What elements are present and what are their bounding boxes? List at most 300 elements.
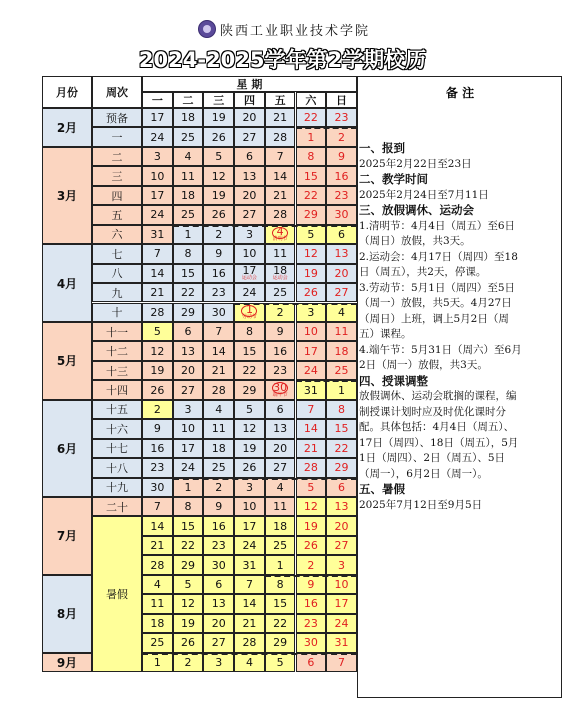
day-cell: [296, 361, 327, 380]
week-label: 二: [92, 147, 142, 166]
day-number: 21: [211, 364, 226, 378]
day-cell: [326, 244, 357, 263]
day-number: 7: [153, 500, 161, 514]
day-cell: [265, 186, 296, 205]
day-cell: [173, 458, 204, 477]
day-cell: [296, 653, 327, 672]
day-number: 20: [181, 364, 196, 378]
page-title: 2024-2025学年第2学期校历: [138, 48, 427, 72]
day-number: 23: [303, 616, 318, 630]
day-cell: [173, 264, 204, 283]
day-cell: [265, 575, 296, 594]
day-cell: [265, 283, 296, 302]
day-cell: [203, 225, 234, 244]
day-cell: [326, 653, 357, 672]
day-number: 1: [245, 302, 253, 316]
day-cell: [173, 478, 204, 497]
day-number: 3: [215, 655, 223, 669]
day-number: 21: [273, 189, 288, 203]
day-number: 11: [181, 169, 196, 183]
day-cell: [203, 205, 234, 224]
day-number: 25: [150, 636, 165, 650]
day-number: 15: [303, 169, 318, 183]
day-cell: [296, 186, 327, 205]
day-cell: [326, 283, 357, 302]
day-number: 2: [184, 655, 192, 669]
day-number: 7: [215, 325, 223, 339]
day-number: 23: [211, 539, 226, 553]
day-cell: [296, 439, 327, 458]
notes-line: 放假调休、运动会耽搁的课程，编制授课计划时应及时优化课时分配。具体包括：4月4日（周五）、17日（周四）、18日（周五），5月1日（周四）、2日（周五）、5日（周一），6月2日（周一）。: [359, 390, 519, 480]
day-number: 25: [334, 364, 349, 378]
day-number: 2: [215, 227, 223, 241]
day-number: 27: [334, 286, 349, 300]
day-cell: [296, 614, 327, 633]
day-number: 25: [181, 208, 196, 222]
day-number: 22: [303, 111, 318, 125]
day-number: 7: [153, 247, 161, 261]
day-number: 22: [273, 616, 288, 630]
day-cell: [234, 264, 265, 283]
day-number: 12: [303, 500, 318, 514]
day-cell: [296, 341, 327, 360]
day-number: 7: [307, 402, 315, 416]
day-number: 25: [273, 539, 288, 553]
day-cell: [173, 594, 204, 613]
day-number: 23: [334, 189, 349, 203]
day-cell: [234, 439, 265, 458]
day-cell: [265, 439, 296, 458]
day-cell: [142, 516, 173, 535]
day-cell: [142, 400, 173, 419]
day-number: 27: [242, 208, 257, 222]
day-number: 20: [334, 266, 349, 280]
day-cell: [296, 225, 327, 244]
day-number: 1: [338, 383, 346, 397]
day-number: 17: [181, 441, 196, 455]
day-number: 16: [150, 441, 165, 455]
day-number: 8: [338, 402, 346, 416]
day-cell: [173, 380, 204, 399]
week-label: 十六: [92, 419, 142, 438]
day-number: 29: [181, 558, 196, 572]
day-number: 11: [273, 247, 288, 261]
day-cell: [265, 244, 296, 263]
day-cell: [296, 303, 327, 322]
day-cell: [203, 633, 234, 652]
day-number: 10: [150, 169, 165, 183]
day-cell: [234, 419, 265, 438]
day-cell: [142, 439, 173, 458]
day-cell: [173, 419, 204, 438]
day-cell: [234, 127, 265, 146]
day-cell: [265, 478, 296, 497]
header-weekday-group: 星 期: [142, 76, 357, 92]
header-weekday: 六: [296, 92, 327, 108]
day-cell: [234, 225, 265, 244]
day-cell: [326, 516, 357, 535]
day-number: 14: [242, 597, 257, 611]
day-cell: [296, 244, 327, 263]
day-number: 23: [273, 364, 288, 378]
day-cell: [173, 400, 204, 419]
week-label: 一: [92, 127, 142, 146]
day-cell: [265, 147, 296, 166]
day-cell: [326, 575, 357, 594]
day-number: 1: [184, 227, 192, 241]
day-cell: [203, 594, 234, 613]
day-number: 16: [211, 519, 226, 533]
day-number: 17: [150, 111, 165, 125]
day-number: 15: [273, 597, 288, 611]
day-number: 8: [184, 247, 192, 261]
day-cell: [326, 380, 357, 399]
day-cell: [142, 186, 173, 205]
day-number: 9: [338, 150, 346, 164]
day-number: 18: [181, 189, 196, 203]
day-number: 27: [273, 461, 288, 475]
day-cell: [326, 400, 357, 419]
day-cell: [173, 516, 204, 535]
day-cell: [203, 166, 234, 185]
day-number: 10: [242, 500, 257, 514]
day-cell: [142, 361, 173, 380]
day-cell: [265, 341, 296, 360]
day-number: 25: [273, 286, 288, 300]
day-cell: [173, 205, 204, 224]
day-number: 25: [211, 461, 226, 475]
day-number: 5: [215, 150, 223, 164]
day-cell: [234, 341, 265, 360]
day-cell: [234, 400, 265, 419]
day-number: 1: [184, 480, 192, 494]
day-cell: [326, 555, 357, 574]
day-number: 19: [211, 111, 226, 125]
day-number: 14: [303, 422, 318, 436]
day-cell: [296, 283, 327, 302]
day-number: 12: [150, 344, 165, 358]
day-number: 31: [242, 558, 257, 572]
day-number: 4: [245, 655, 253, 669]
notes-line: 2025年2月24日至7月11日: [359, 188, 489, 201]
day-cell: [326, 633, 357, 652]
day-number: 2: [307, 558, 315, 572]
notes-line: 2.运动会：4月17日（周四）至18日（周五），共2天，停课。: [359, 250, 518, 278]
month-label: 9月: [42, 653, 92, 672]
day-cell: [265, 380, 296, 399]
day-cell: [296, 575, 327, 594]
day-number: 26: [303, 286, 318, 300]
day-number: 22: [334, 441, 349, 455]
day-number: 9: [215, 500, 223, 514]
day-cell: [265, 322, 296, 341]
day-number: 2: [215, 480, 223, 494]
day-number: 28: [242, 636, 257, 650]
day-cell: [173, 653, 204, 672]
day-cell: [142, 225, 173, 244]
day-cell: [326, 478, 357, 497]
day-number: 18: [181, 111, 196, 125]
day-cell: [173, 166, 204, 185]
day-cell: [326, 536, 357, 555]
header-month: 月份: [42, 76, 92, 108]
day-number: 26: [211, 130, 226, 144]
day-number: 16: [334, 169, 349, 183]
day-cell: [203, 419, 234, 438]
day-cell: [203, 283, 234, 302]
day-cell: [326, 225, 357, 244]
day-number: 21: [150, 539, 165, 553]
day-cell: [265, 166, 296, 185]
day-number: 28: [303, 461, 318, 475]
day-cell: [265, 225, 296, 244]
month-divider: [173, 225, 357, 227]
day-number: 1: [276, 558, 284, 572]
day-cell: [265, 400, 296, 419]
week-label: 五: [92, 205, 142, 224]
day-cell: [142, 283, 173, 302]
day-number: 15: [334, 422, 349, 436]
week-label: 十九: [92, 478, 142, 497]
day-cell: [203, 264, 234, 283]
day-cell: [326, 186, 357, 205]
notes-line: 3.劳动节：5月1日（周四）至5日（周一）放假，共5天。4月27日（周日）上班，调上5月2日（周五）课程。: [359, 281, 516, 340]
week-label: 三: [92, 166, 142, 185]
day-cell: [173, 575, 204, 594]
day-number: 21: [242, 616, 257, 630]
day-cell: [296, 205, 327, 224]
day-number: 13: [242, 169, 257, 183]
week-label: 十一: [92, 322, 142, 341]
day-cell: [142, 555, 173, 574]
header-weekday: 日: [326, 92, 357, 108]
notes-line: 2025年2月22日至23日: [359, 157, 472, 170]
header-weekday: 五: [265, 92, 296, 108]
day-number: 5: [307, 227, 315, 241]
day-cell: [203, 478, 234, 497]
day-cell: [173, 536, 204, 555]
day-cell: [265, 361, 296, 380]
day-number: 16: [273, 344, 288, 358]
day-cell: [173, 361, 204, 380]
day-number: 29: [303, 208, 318, 222]
day-number: 13: [211, 597, 226, 611]
day-cell: [142, 633, 173, 652]
day-cell: [234, 594, 265, 613]
notes-line: 1.清明节：4月4日（周五）至6日（周日）放假，共3天。: [359, 219, 516, 247]
day-cell: [142, 380, 173, 399]
month-divider: [296, 127, 357, 129]
day-cell: [173, 555, 204, 574]
day-cell: [203, 439, 234, 458]
day-cell: [142, 322, 173, 341]
day-cell: [173, 341, 204, 360]
day-number: 2: [276, 305, 284, 319]
day-number: 9: [307, 578, 315, 592]
day-number: 13: [334, 500, 349, 514]
day-cell: [203, 653, 234, 672]
day-cell: [265, 419, 296, 438]
day-number: 17: [242, 519, 257, 533]
week-label: 十四: [92, 380, 142, 399]
day-cell: [142, 127, 173, 146]
day-cell: [326, 439, 357, 458]
day-cell: [234, 205, 265, 224]
month-label: 2月: [42, 108, 92, 147]
day-cell: [265, 205, 296, 224]
day-number: 31: [303, 383, 318, 397]
day-number: 17: [150, 189, 165, 203]
day-number: 17: [334, 597, 349, 611]
day-cell: [326, 419, 357, 438]
day-number: 21: [150, 286, 165, 300]
day-number: 30: [273, 380, 288, 394]
day-number: 10: [303, 325, 318, 339]
day-number: 19: [211, 189, 226, 203]
holiday-badge: 清明节: [272, 236, 288, 243]
day-number: 7: [245, 578, 253, 592]
header-week: 周次: [92, 76, 142, 108]
day-number: 28: [150, 305, 165, 319]
month-divider: [142, 653, 357, 655]
day-number: 20: [211, 616, 226, 630]
week-label: 十三: [92, 361, 142, 380]
day-cell: [326, 303, 357, 322]
day-number: 28: [273, 208, 288, 222]
day-number: 6: [276, 402, 284, 416]
day-number: 2: [153, 402, 161, 416]
day-number: 22: [181, 539, 196, 553]
day-number: 22: [181, 286, 196, 300]
day-number: 17: [303, 344, 318, 358]
day-number: 12: [211, 169, 226, 183]
day-cell: [203, 127, 234, 146]
day-number: 10: [242, 247, 257, 261]
day-number: 5: [307, 480, 315, 494]
day-number: 29: [242, 383, 257, 397]
day-cell: [142, 108, 173, 127]
day-cell: [142, 594, 173, 613]
day-number: 28: [150, 558, 165, 572]
day-cell: [265, 555, 296, 574]
month-divider: [173, 478, 357, 480]
month-label: 6月: [42, 400, 92, 497]
week-label: 八: [92, 264, 142, 283]
day-cell: [142, 303, 173, 322]
week-label: 七: [92, 244, 142, 263]
day-number: 9: [153, 422, 161, 436]
notes-heading: 三、放假调休、运动会: [359, 203, 474, 217]
day-cell: [173, 614, 204, 633]
week-label: 六: [92, 225, 142, 244]
week-label: 十二: [92, 341, 142, 360]
day-cell: [234, 166, 265, 185]
day-number: 14: [150, 519, 165, 533]
day-cell: [326, 264, 357, 283]
day-number: 13: [181, 344, 196, 358]
day-cell: [142, 205, 173, 224]
day-cell: [326, 361, 357, 380]
day-number: 18: [273, 519, 288, 533]
day-cell: [234, 458, 265, 477]
day-cell: [173, 303, 204, 322]
day-cell: [234, 614, 265, 633]
day-number: 11: [211, 422, 226, 436]
day-cell: [173, 225, 204, 244]
month-divider: [296, 380, 357, 382]
day-cell: [173, 322, 204, 341]
week-label: 十: [92, 303, 142, 322]
day-number: 3: [338, 558, 346, 572]
day-cell: [234, 478, 265, 497]
day-number: 24: [181, 461, 196, 475]
day-cell: [203, 380, 234, 399]
day-cell: [142, 478, 173, 497]
day-cell: [142, 575, 173, 594]
day-cell: [203, 108, 234, 127]
day-cell: [203, 400, 234, 419]
day-cell: [173, 186, 204, 205]
day-number: 12: [181, 597, 196, 611]
notes-header: 备 注: [445, 85, 475, 100]
day-cell: [203, 186, 234, 205]
month-label: 7月: [42, 497, 92, 575]
day-number: 24: [242, 539, 257, 553]
day-cell: [234, 555, 265, 574]
day-number: 24: [150, 208, 165, 222]
header-weekday: 二: [173, 92, 204, 108]
day-number: 1: [153, 655, 161, 669]
week-label: 十五: [92, 400, 142, 419]
header-weekday: 四: [234, 92, 265, 108]
day-number: 3: [307, 305, 315, 319]
day-cell: [234, 380, 265, 399]
day-cell: [142, 166, 173, 185]
week-label: 四: [92, 186, 142, 205]
day-number: 19: [181, 616, 196, 630]
day-number: 15: [181, 519, 196, 533]
day-cell: [326, 205, 357, 224]
day-number: 30: [334, 208, 349, 222]
day-cell: [265, 614, 296, 633]
day-number: 11: [273, 500, 288, 514]
day-cell: [173, 497, 204, 516]
day-cell: [296, 497, 327, 516]
month-divider: [265, 575, 357, 577]
day-number: 4: [153, 578, 161, 592]
day-number: 4: [276, 480, 284, 494]
day-cell: [296, 322, 327, 341]
day-number: 21: [273, 111, 288, 125]
day-number: 27: [211, 636, 226, 650]
day-cell: [326, 147, 357, 166]
day-cell: [326, 341, 357, 360]
day-number: 20: [334, 519, 349, 533]
day-cell: [203, 458, 234, 477]
day-number: 3: [184, 402, 192, 416]
day-number: 6: [338, 480, 346, 494]
day-cell: [326, 127, 357, 146]
notes-heading: 一、报到: [359, 141, 405, 155]
day-cell: [265, 264, 296, 283]
day-cell: [234, 108, 265, 127]
day-number: 28: [273, 130, 288, 144]
day-number: 5: [153, 325, 161, 339]
week-label: 预备: [92, 108, 142, 127]
day-cell: [265, 497, 296, 516]
day-number: 9: [215, 247, 223, 261]
day-cell: [296, 478, 327, 497]
